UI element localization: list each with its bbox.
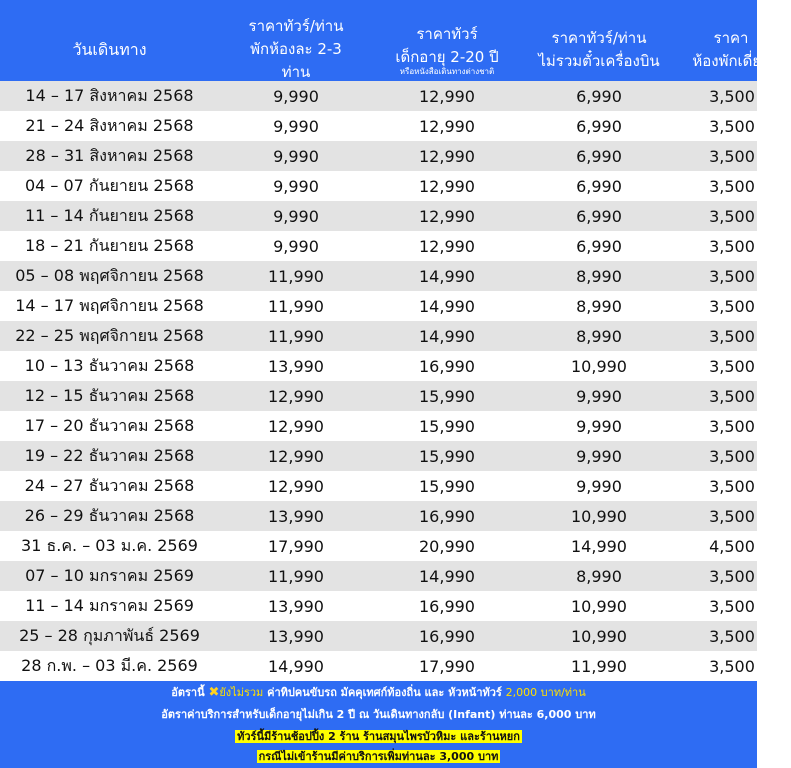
cell-twin-price: 11,990: [268, 566, 324, 586]
cell-travel-date: 05 – 08 พฤศจิกายน 2568: [15, 265, 204, 285]
table-row: [0, 351, 757, 381]
footer-notes: [0, 681, 757, 768]
cell-travel-date: 14 – 17 พฤศจิกายน 2568: [15, 295, 204, 315]
table-row: [0, 501, 757, 531]
cell-travel-date: 21 – 24 สิงหาคม 2568: [25, 115, 194, 135]
cell-single-room-price: 4,500: [709, 536, 755, 556]
table-row: [0, 651, 757, 681]
header-no-ticket-price: ราคาทัวร์/ท่าน ไม่รวมตั๋วเครื่องบิน: [538, 28, 660, 70]
cell-no-ticket-price: 9,990: [576, 386, 622, 406]
cell-twin-price: 12,990: [268, 386, 324, 406]
cell-no-ticket-price: 8,990: [576, 326, 622, 346]
cell-twin-price: 9,990: [273, 236, 319, 256]
cell-twin-price: 17,990: [268, 536, 324, 556]
cell-travel-date: 18 – 21 กันยายน 2568: [24, 235, 195, 255]
cell-travel-date: 24 – 27 ธันวาคม 2568: [24, 475, 195, 495]
cell-single-room-price: 3,500: [709, 236, 755, 256]
footer-line1-c: ค่าทิปคนขับรถ มัคคุเทศก์ท้องถิ่น และ หัวหน้าทัวร์: [267, 686, 502, 699]
cell-no-ticket-price: 11,990: [571, 656, 627, 676]
table-row: [0, 81, 757, 111]
cell-twin-price: 9,990: [273, 146, 319, 166]
cell-single-room-price: 3,500: [709, 506, 755, 526]
cell-single-room-price: 3,500: [709, 206, 755, 226]
cell-no-ticket-price: 9,990: [576, 446, 622, 466]
cell-child-price: 16,990: [419, 596, 475, 616]
cell-twin-price: 12,990: [268, 446, 324, 466]
cross-mark-icon: ✖: [208, 685, 220, 700]
cell-child-price: 14,990: [419, 296, 475, 316]
cell-travel-date: 28 ก.พ. – 03 มี.ค. 2569: [21, 655, 198, 675]
table-row: [0, 141, 757, 171]
cell-twin-price: 12,990: [268, 476, 324, 496]
footer-tip-amount: 2,000 บาท/ท่าน: [505, 686, 586, 699]
table-header: [0, 0, 770, 81]
cell-no-ticket-price: 6,990: [576, 176, 622, 196]
table-row: [0, 201, 757, 231]
footer-line-surcharge: [0, 747, 757, 767]
table-row: [0, 471, 757, 501]
cell-single-room-price: 3,500: [709, 146, 755, 166]
cell-twin-price: 11,990: [268, 326, 324, 346]
table-row: [0, 321, 757, 351]
table-body: [0, 81, 757, 681]
header-child-main: ราคาทัวร์ เด็กอายุ 2-20 ปี: [395, 25, 499, 66]
cell-child-price: 12,990: [419, 146, 475, 166]
cell-child-price: 12,990: [419, 86, 475, 106]
cell-child-price: 17,990: [419, 656, 475, 676]
cell-twin-price: 12,990: [268, 416, 324, 436]
header-date: วันเดินทาง: [72, 40, 147, 59]
cell-no-ticket-price: 6,990: [576, 236, 622, 256]
cell-child-price: 15,990: [419, 446, 475, 466]
cell-single-room-price: 3,500: [709, 566, 755, 586]
table-row: [0, 291, 757, 321]
cell-no-ticket-price: 14,990: [571, 536, 627, 556]
cell-travel-date: 12 – 15 ธันวาคม 2568: [24, 385, 195, 405]
cell-no-ticket-price: 6,990: [576, 146, 622, 166]
header-twin-price: ราคาทัวร์/ท่าน พักห้องละ 2-3 ท่าน: [248, 17, 344, 81]
cell-twin-price: 9,990: [273, 206, 319, 226]
footer-line-tips: [0, 683, 757, 703]
cell-child-price: 12,990: [419, 236, 475, 256]
cell-single-room-price: 3,500: [709, 386, 755, 406]
header-child-sub: หรือหนังสือเดินทางต่างชาติ: [399, 67, 495, 76]
cell-no-ticket-price: 6,990: [576, 86, 622, 106]
cell-no-ticket-price: 9,990: [576, 416, 622, 436]
cell-travel-date: 31 ธ.ค. – 03 ม.ค. 2569: [21, 535, 198, 555]
cell-no-ticket-price: 6,990: [576, 206, 622, 226]
cell-twin-price: 13,990: [268, 596, 324, 616]
cell-no-ticket-price: 8,990: [576, 266, 622, 286]
cell-no-ticket-price: 6,990: [576, 116, 622, 136]
cell-travel-date: 11 – 14 กันยายน 2568: [24, 205, 195, 225]
table-row: [0, 111, 757, 141]
cell-child-price: 14,990: [419, 326, 475, 346]
cell-twin-price: 13,990: [268, 626, 324, 646]
cell-child-price: 14,990: [419, 566, 475, 586]
cell-single-room-price: 3,500: [709, 86, 755, 106]
cell-travel-date: 07 – 10 มกราคม 2569: [25, 565, 194, 585]
cell-travel-date: 11 – 14 มกราคม 2569: [25, 595, 194, 615]
cell-travel-date: 26 – 29 ธันวาคม 2568: [24, 505, 195, 525]
cell-travel-date: 17 – 20 ธันวาคม 2568: [24, 415, 195, 435]
cell-single-room-price: 3,500: [709, 596, 755, 616]
cell-single-room-price: 3,500: [709, 416, 755, 436]
table-row: [0, 381, 757, 411]
cell-twin-price: 9,990: [273, 86, 319, 106]
cell-single-room-price: 3,500: [709, 476, 755, 496]
table-row: [0, 531, 757, 561]
cell-single-room-price: 3,500: [709, 446, 755, 466]
cell-travel-date: 28 – 31 สิงหาคม 2568: [25, 145, 194, 165]
cell-single-room-price: 3,500: [709, 326, 755, 346]
cell-child-price: 12,990: [419, 206, 475, 226]
cell-travel-date: 14 – 17 สิงหาคม 2568: [25, 85, 194, 105]
footer-shops-highlight: ทัวร์นี้มีร้านช้อปปิ้ง 2 ร้าน ร้านสมุนไพรบัวหิมะ และร้านหยก: [237, 730, 520, 743]
cell-single-room-price: 3,500: [709, 626, 755, 646]
cell-child-price: 20,990: [419, 536, 475, 556]
table-row: [0, 561, 757, 591]
cell-child-price: 14,990: [419, 266, 475, 286]
cell-no-ticket-price: 10,990: [571, 356, 627, 376]
cell-child-price: 15,990: [419, 416, 475, 436]
cell-travel-date: 25 – 28 กุมภาพันธ์ 2569: [19, 625, 200, 645]
cell-travel-date: 10 – 13 ธันวาคม 2568: [24, 355, 195, 375]
cell-no-ticket-price: 10,990: [571, 626, 627, 646]
cell-child-price: 12,990: [419, 116, 475, 136]
cell-no-ticket-price: 10,990: [571, 506, 627, 526]
header-single-room: ราคา ห้องพักเดี่ยว: [692, 28, 770, 70]
footer-surcharge-highlight: กรณีไม่เข้าร้านมีค่าบริการเพิ่มท่านละ 3,000 บาท: [258, 750, 499, 763]
cell-single-room-price: 3,500: [709, 266, 755, 286]
cell-single-room-price: 3,500: [709, 176, 755, 196]
cell-child-price: 16,990: [419, 356, 475, 376]
table-row: [0, 411, 757, 441]
cell-child-price: 12,990: [419, 176, 475, 196]
table-row: [0, 171, 757, 201]
cell-single-room-price: 3,500: [709, 656, 755, 676]
cell-travel-date: 04 – 07 กันยายน 2568: [24, 175, 195, 195]
cell-single-room-price: 3,500: [709, 356, 755, 376]
cell-single-room-price: 3,500: [709, 116, 755, 136]
cell-child-price: 15,990: [419, 386, 475, 406]
table-row: [0, 441, 757, 471]
cell-twin-price: 14,990: [268, 656, 324, 676]
cell-twin-price: 9,990: [273, 116, 319, 136]
table-row: [0, 231, 757, 261]
cell-twin-price: 11,990: [268, 296, 324, 316]
cell-child-price: 16,990: [419, 626, 475, 646]
cell-no-ticket-price: 8,990: [576, 566, 622, 586]
footer-not-included: ยังไม่รวม: [219, 686, 264, 699]
table-row: [0, 621, 757, 651]
cell-no-ticket-price: 10,990: [571, 596, 627, 616]
cell-no-ticket-price: 8,990: [576, 296, 622, 316]
table-row: [0, 591, 757, 621]
cell-twin-price: 11,990: [268, 266, 324, 286]
cell-twin-price: 13,990: [268, 506, 324, 526]
cell-no-ticket-price: 9,990: [576, 476, 622, 496]
cell-twin-price: 9,990: [273, 176, 319, 196]
table-row: [0, 261, 757, 291]
footer-line-infant: อัตราค่าบริการสำหรับเด็กอายุไม่เกิน 2 ปี ณ วันเดินทางกลับ (Infant) ท่านละ 6,000 บาท: [161, 708, 596, 721]
cell-twin-price: 13,990: [268, 356, 324, 376]
cell-travel-date: 22 – 25 พฤศจิกายน 2568: [15, 325, 204, 345]
cell-single-room-price: 3,500: [709, 296, 755, 316]
cell-child-price: 15,990: [419, 476, 475, 496]
cell-travel-date: 19 – 22 ธันวาคม 2568: [24, 445, 195, 465]
cell-child-price: 16,990: [419, 506, 475, 526]
footer-line-shops: [0, 727, 757, 747]
footer-line1-a: อัตรานี้: [171, 686, 205, 699]
